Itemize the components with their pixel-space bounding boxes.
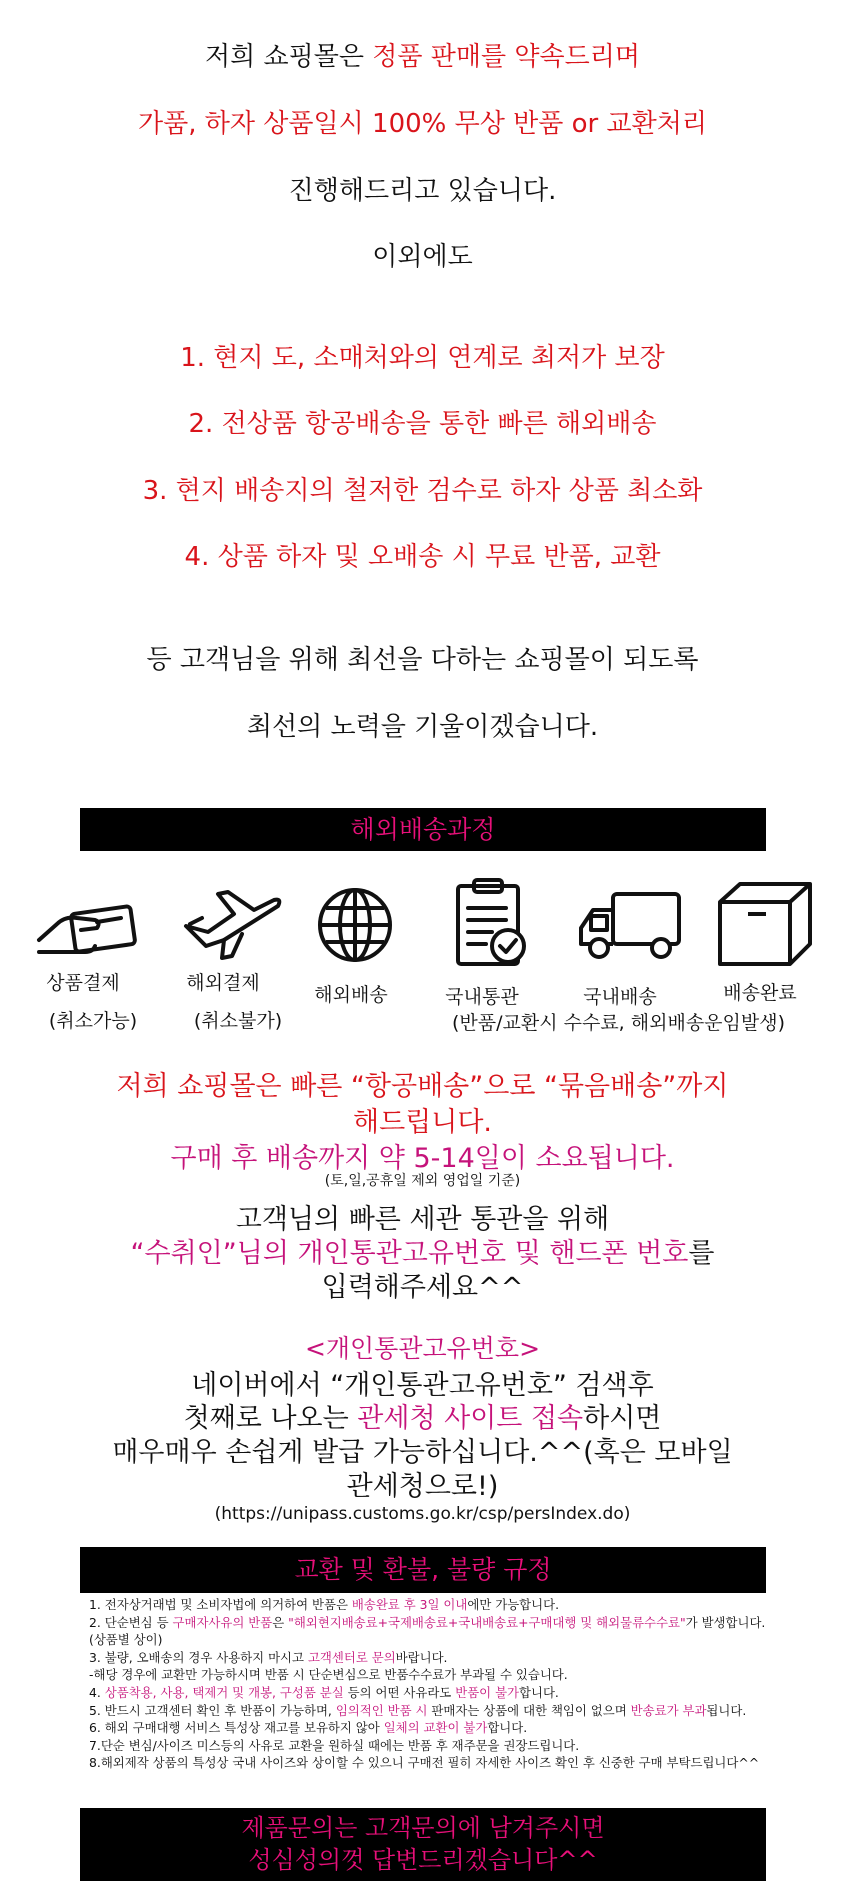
customs-code-title: <개인통관고유번호> [304, 1334, 541, 1363]
recipient-info-line: “수취인”님의 개인통관고유번호 및 핸드폰 번호를 [130, 1238, 715, 1269]
closing-line-1: 등 고객님을 위해 최선을 다하는 쇼핑몰이 되도록 [146, 645, 699, 675]
business-days-note: (토,일,공휴일 제외 영업일 기준) [324, 1173, 521, 1189]
globe-icon [300, 880, 410, 970]
benefit-item-4: 4. 상품 하자 및 오배송 시 무료 반품, 교환 [184, 542, 661, 572]
shipping-process-title-bar: 해외배송과정 [80, 808, 766, 851]
enter-info-line: 입력해주세요^^ [321, 1272, 524, 1303]
airplane-icon [178, 880, 288, 970]
rule-1: 1. 전자상거래법 및 소비자법에 의거하여 반품은 배송완료 후 3일 이내에만 가능합니다. [89, 1597, 560, 1612]
customs-site-line: 첫째로 나오는 관세청 사이트 접속하시면 [183, 1403, 662, 1434]
shipping-fee-note: (반품/교환시 수수료, 해외배송운임발생) [452, 1012, 786, 1034]
card-payment-icon [35, 880, 145, 970]
step-label-overseas-payment: 해외결제 [186, 972, 260, 994]
benefit-item-1: 1. 현지 도, 소매처와의 연계로 최저가 보장 [180, 343, 665, 373]
intro-line-1: 저희 쇼핑몰은 정품 판매를 약속드리며 [205, 42, 640, 72]
rule-2: 2. 단순변심 등 구매자사유의 반품은 "해외현지배송료+국제배송료+국내배송료+구매대행 및 해외물류수수료"가 발생합니다.(상품별 상이) [89, 1614, 766, 1648]
step-sub-overseas-payment: (취소불가) [193, 1010, 283, 1032]
rule-5: 5. 반드시 고객센터 확인 후 반품이 가능하며, 임의적인 반품 시 판매자는 상품에 대한 책임이 없으며 반송료가 부과됩니다. [89, 1702, 747, 1718]
rules-list [89, 1596, 769, 1772]
step-label-payment: 상품결제 [46, 972, 120, 994]
inquiry-line-1: 제품문의는 고객문의에 남겨주시면 [241, 1814, 605, 1842]
delivery-line-2: 해드립니다. [353, 1107, 492, 1138]
intro-line-3: 진행해드리고 있습니다. [288, 176, 557, 206]
rules-title-bar: 교환 및 환불, 불량 규정 [80, 1547, 766, 1593]
step-label-overseas-shipping: 해외배송 [314, 984, 388, 1006]
customs-url: (https://unipass.customs.go.kr/csp/persIndex.do) [214, 1504, 631, 1524]
step-label-domestic-shipping: 국내배송 [583, 986, 657, 1008]
mobile-customs-line: 관세청으로!) [346, 1471, 499, 1502]
step-label-delivered: 배송완료 [723, 982, 797, 1004]
rule-7: 7.단순 변심/사이즈 미스등의 사유로 교환을 원하실 때에는 반품 후 재주문을 권장드립니다. [89, 1737, 580, 1753]
clipboard-check-icon [440, 878, 550, 968]
rule-3: 3. 불량, 오배송의 경우 사용하지 마시고 고객센터로 문의바랍니다. [89, 1649, 448, 1665]
inquiry-line-2: 성심성의껏 답변드리겠습니다^^ [248, 1846, 598, 1874]
rule-6: 6. 해외 구매대행 서비스 특성상 재고를 보유하지 않아 일체의 교환이 불가합니다. [89, 1720, 528, 1736]
intro-line-4: 이외에도 [372, 242, 473, 272]
step-sub-payment: (취소가능) [48, 1010, 138, 1032]
easy-issue-line: 매우매우 손쉽게 발급 가능하십니다.^^(혹은 모바일 [112, 1437, 733, 1468]
inquiry-footer-bar [80, 1808, 766, 1881]
delivery-period: 구매 후 배송까지 약 5-14일이 소요됩니다. [170, 1143, 675, 1174]
benefit-item-2: 2. 전상품 항공배송을 통한 빠른 해외배송 [188, 409, 657, 439]
intro-line-2: 가품, 하자 상품일시 100% 무상 반품 or 교환처리 [138, 109, 707, 139]
rule-4: 4. 상품착용, 사용, 택제거 및 개봉, 구성품 분실 등의 어떤 사유라도 반품이 불가합니다. [89, 1684, 559, 1700]
customs-search-line: 네이버에서 “개인통관고유번호” 검색후 [191, 1370, 654, 1401]
truck-icon [575, 880, 685, 970]
rule-8: 8.해외제작 상품의 특성상 국내 사이즈와 상이할 수 있으니 구매전 필히 자세한 사이즈 확인 후 신중한 구매 부탁드립니다^^ [89, 1755, 760, 1771]
closing-line-2: 최선의 노력을 기울이겠습니다. [246, 712, 599, 742]
box-icon [710, 880, 820, 970]
step-label-customs: 국내통관 [445, 986, 519, 1008]
customs-clearance-line: 고객님의 빠른 세관 통관을 위해 [235, 1204, 610, 1235]
delivery-line-1: 저희 쇼핑몰은 빠른 “항공배송”으로 “묶음배송”까지 [116, 1071, 729, 1102]
benefit-item-3: 3. 현지 배송지의 철저한 검수로 하자 상품 최소화 [142, 476, 703, 506]
rule-3-sub: -해당 경우에 교환만 가능하시며 반품 시 단순변심으로 반품수수료가 부과될 수 있습니다. [89, 1667, 568, 1683]
